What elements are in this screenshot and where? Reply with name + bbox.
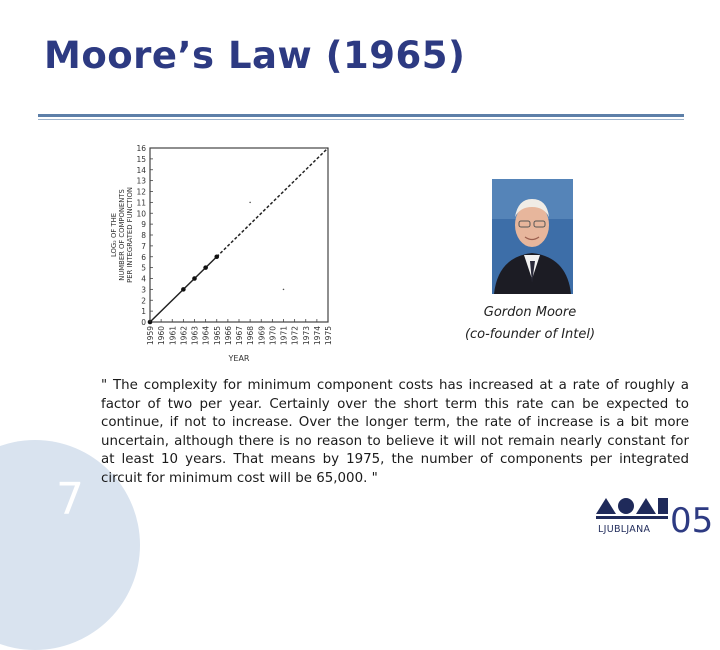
x-tick-label: 1972 bbox=[290, 326, 300, 346]
title-divider bbox=[38, 114, 684, 117]
y-tick-label: 2 bbox=[141, 296, 146, 306]
x-tick-label: 1974 bbox=[312, 326, 322, 346]
moores-law-chart bbox=[108, 134, 340, 366]
stray-mark bbox=[283, 289, 285, 291]
y-tick-label: 3 bbox=[141, 285, 146, 295]
slide-number: 7 bbox=[56, 474, 84, 525]
moore-quote: " The complexity for minimum component costs has increased at a rate of roughly a factor of two per year. Certainly over the short term this rate can be expected to continue, if not to increase. Over the longer term, the rate of increase is a bit more uncertain, although there is no reason to believe it will not remain nearly constant for at least 10 years. That means by 1975, the number of components per integrated circuit for minimum cost will be 65,000. " bbox=[101, 378, 689, 486]
stray-mark bbox=[249, 202, 251, 204]
x-tick-label: 1967 bbox=[235, 326, 244, 346]
data-point bbox=[203, 265, 208, 270]
y-tick-label: 6 bbox=[141, 252, 146, 262]
y-tick-label: 13 bbox=[136, 176, 146, 186]
photo-caption-role: (co-founder of Intel) bbox=[464, 327, 596, 342]
y-tick-label: 15 bbox=[136, 154, 146, 164]
y-tick-label: 8 bbox=[141, 231, 146, 240]
y-tick-label: 1 bbox=[141, 307, 146, 317]
x-tick-label: 1964 bbox=[201, 326, 211, 346]
data-markers bbox=[148, 202, 285, 325]
y-tick-label: 4 bbox=[141, 274, 146, 284]
series-line bbox=[217, 148, 328, 257]
ljubljana-05-logo bbox=[594, 494, 714, 538]
x-tick-label: 1959 bbox=[146, 326, 155, 346]
x-tick-label: 1965 bbox=[212, 326, 222, 346]
logo-mark bbox=[596, 498, 668, 519]
x-tick-label: 1969 bbox=[257, 326, 267, 346]
data-point bbox=[181, 287, 186, 292]
y-tick-label: 9 bbox=[141, 220, 146, 230]
y-tick-label: 5 bbox=[141, 263, 146, 273]
y-axis-label-line: NUMBER OF COMPONENTS bbox=[118, 189, 126, 281]
photo-caption-name: Gordon Moore bbox=[483, 305, 577, 320]
y-axis-label-line: LOG₂ OF THE bbox=[110, 212, 118, 258]
x-tick-label: 1975 bbox=[324, 326, 333, 346]
x-tick-label: 1962 bbox=[179, 326, 189, 346]
y-tick-label: 11 bbox=[136, 198, 146, 208]
series-lines bbox=[150, 148, 328, 322]
x-axis-label: YEAR bbox=[228, 354, 250, 363]
x-tick-label: 1966 bbox=[223, 326, 233, 346]
x-tick-label: 1973 bbox=[301, 326, 311, 346]
gordon-moore-photo bbox=[492, 179, 573, 294]
y-tick-label: 10 bbox=[136, 209, 146, 219]
y-axis-label bbox=[110, 187, 134, 283]
x-tick-label: 1968 bbox=[246, 326, 256, 346]
x-tick-labels bbox=[146, 319, 333, 345]
x-tick-label: 1971 bbox=[279, 326, 289, 346]
data-point bbox=[214, 254, 219, 259]
x-tick-label: 1963 bbox=[190, 326, 200, 346]
title-divider-thin bbox=[38, 119, 684, 120]
slide-title: Moore’s Law (1965) bbox=[44, 34, 466, 77]
y-tick-label: 0 bbox=[141, 318, 146, 327]
x-tick-label: 1960 bbox=[157, 326, 167, 346]
data-point bbox=[192, 276, 197, 281]
x-tick-label: 1970 bbox=[268, 326, 278, 346]
y-axis-label-line: PER INTEGRATED FUNCTION bbox=[126, 187, 134, 283]
logo-year: 05 bbox=[670, 501, 714, 538]
y-tick-label: 14 bbox=[136, 165, 146, 175]
logo-city: LJUBLJANA bbox=[598, 524, 651, 535]
y-tick-label: 7 bbox=[141, 241, 146, 251]
x-tick-label: 1961 bbox=[168, 326, 178, 346]
y-tick-label: 16 bbox=[136, 144, 146, 153]
y-tick-label: 12 bbox=[136, 187, 146, 197]
